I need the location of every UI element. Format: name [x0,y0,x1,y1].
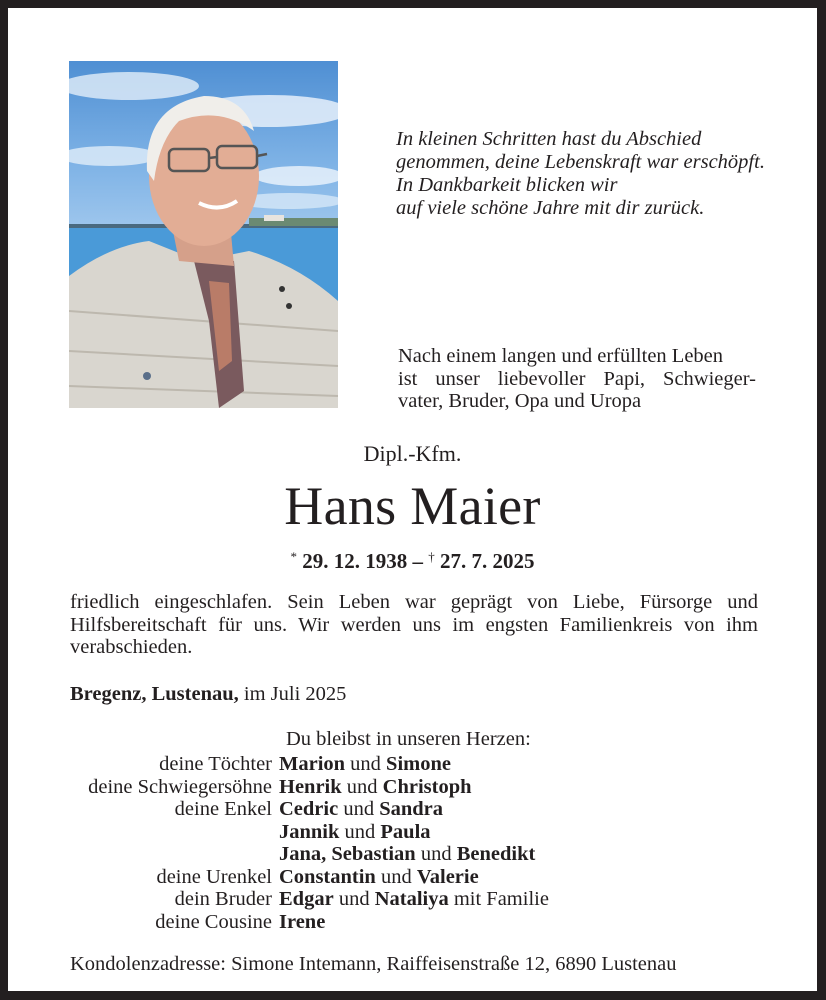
relation-label [8,843,279,866]
connector-text: und [338,798,380,820]
connector-text: und [333,888,375,910]
mourner-name: Jannik [279,820,340,843]
connector-text: und [345,753,387,775]
locations: Bregenz, Lustenau, [70,683,239,705]
poem-line: genommen, deine Lebenskraft war erschöpft. [396,151,765,173]
mourner-name: Marion [279,753,346,775]
mourner-row [8,888,817,911]
mourner-row [8,911,817,934]
mourner-row [8,843,817,866]
poem-line: In Dankbarkeit blicken wir [396,174,618,196]
obituary-body [70,591,758,659]
mourner-row [8,776,817,799]
mourner-names [279,888,549,911]
body-line: verabschieden. [70,636,193,658]
connector-text: mit Familie [448,888,549,910]
mourner-row [8,821,817,844]
mourner-names [279,798,443,821]
mourner-names [279,753,451,776]
mourner-names [279,821,431,844]
mourner-names [279,776,472,799]
intro-line: ist unser liebevoller Papi, Schwieger- [398,367,756,390]
death-date: 27. 7. 2025 [440,549,535,573]
mourner-names [279,866,479,889]
mourner-name: Constantin [279,865,376,888]
mourner-name: Edgar [279,888,334,910]
relation-label: deine Urenkel [156,865,272,888]
relation-label: deine Töchter [159,753,272,775]
mourner-row [8,866,817,889]
academic-title: Dipl.-Kfm. [363,441,462,466]
condolence-address: Kondolenzadresse: Simone Intemann, Raiffeisenstraße 12, 6890 Lustenau [70,953,677,975]
birth-date: 29. 12. 1938 [302,549,408,573]
connector-text: und [341,775,383,798]
death-symbol: † [428,549,435,564]
body-line: friedlich eingeschlafen. Sein Leben war geprägt von Liebe, Fürsorge und [70,591,758,613]
mourner-name: Cedric [279,798,339,820]
mourner-name: Henrik [279,775,342,798]
mourner-name: Nataliya [374,888,449,910]
mourners-list [8,753,817,933]
mourner-name: Christoph [382,775,472,798]
life-dates [8,544,817,574]
poem-line: auf viele schöne Jahre mit dir zurück. [396,197,705,219]
relation-label [8,821,279,844]
mourner-name: Irene [279,910,326,933]
mourner-name: Paula [380,820,431,843]
intro-text [398,345,756,413]
relation-label: deine Schwiegersöhne [88,775,272,798]
poem-verse [396,128,796,220]
body-line: Hilfsbereitschaft für uns. Wir werden uns im engsten Familienkreis von ihm [70,613,758,636]
mourner-name: Sandra [379,798,444,820]
connector-text: und [339,820,381,843]
mourner-name: Benedikt [456,843,536,865]
connector-text: und [375,865,417,888]
obituary-page [8,8,817,991]
mourner-name: Jana, Sebastian [279,843,416,865]
mourner-row [8,753,817,776]
mourners-heading: Du bleibst in unseren Herzen: [286,728,531,750]
portrait-illustration [69,61,338,408]
mourner-row [8,798,817,821]
relation-label: deine Cousine [155,910,272,933]
mourner-name: Simone [386,753,451,775]
deceased-name: Hans Maier [284,476,541,536]
mourner-names [279,911,325,934]
intro-line: Nach einem langen und erfüllten Leben [398,345,724,367]
date-text: im Juli 2025 [238,683,347,705]
mourner-names [279,843,535,866]
birth-symbol: * [290,549,297,564]
portrait-photo [69,61,338,408]
date-separator: – [407,549,429,573]
relation-label: dein Bruder [174,888,272,910]
place-and-date [70,683,346,705]
poem-line: In kleinen Schritten hast du Abschied [396,128,702,150]
intro-line: vater, Bruder, Opa und Uropa [398,390,642,412]
connector-text: und [415,843,457,865]
mourner-name: Valerie [416,865,479,888]
relation-label: deine Enkel [174,798,272,820]
